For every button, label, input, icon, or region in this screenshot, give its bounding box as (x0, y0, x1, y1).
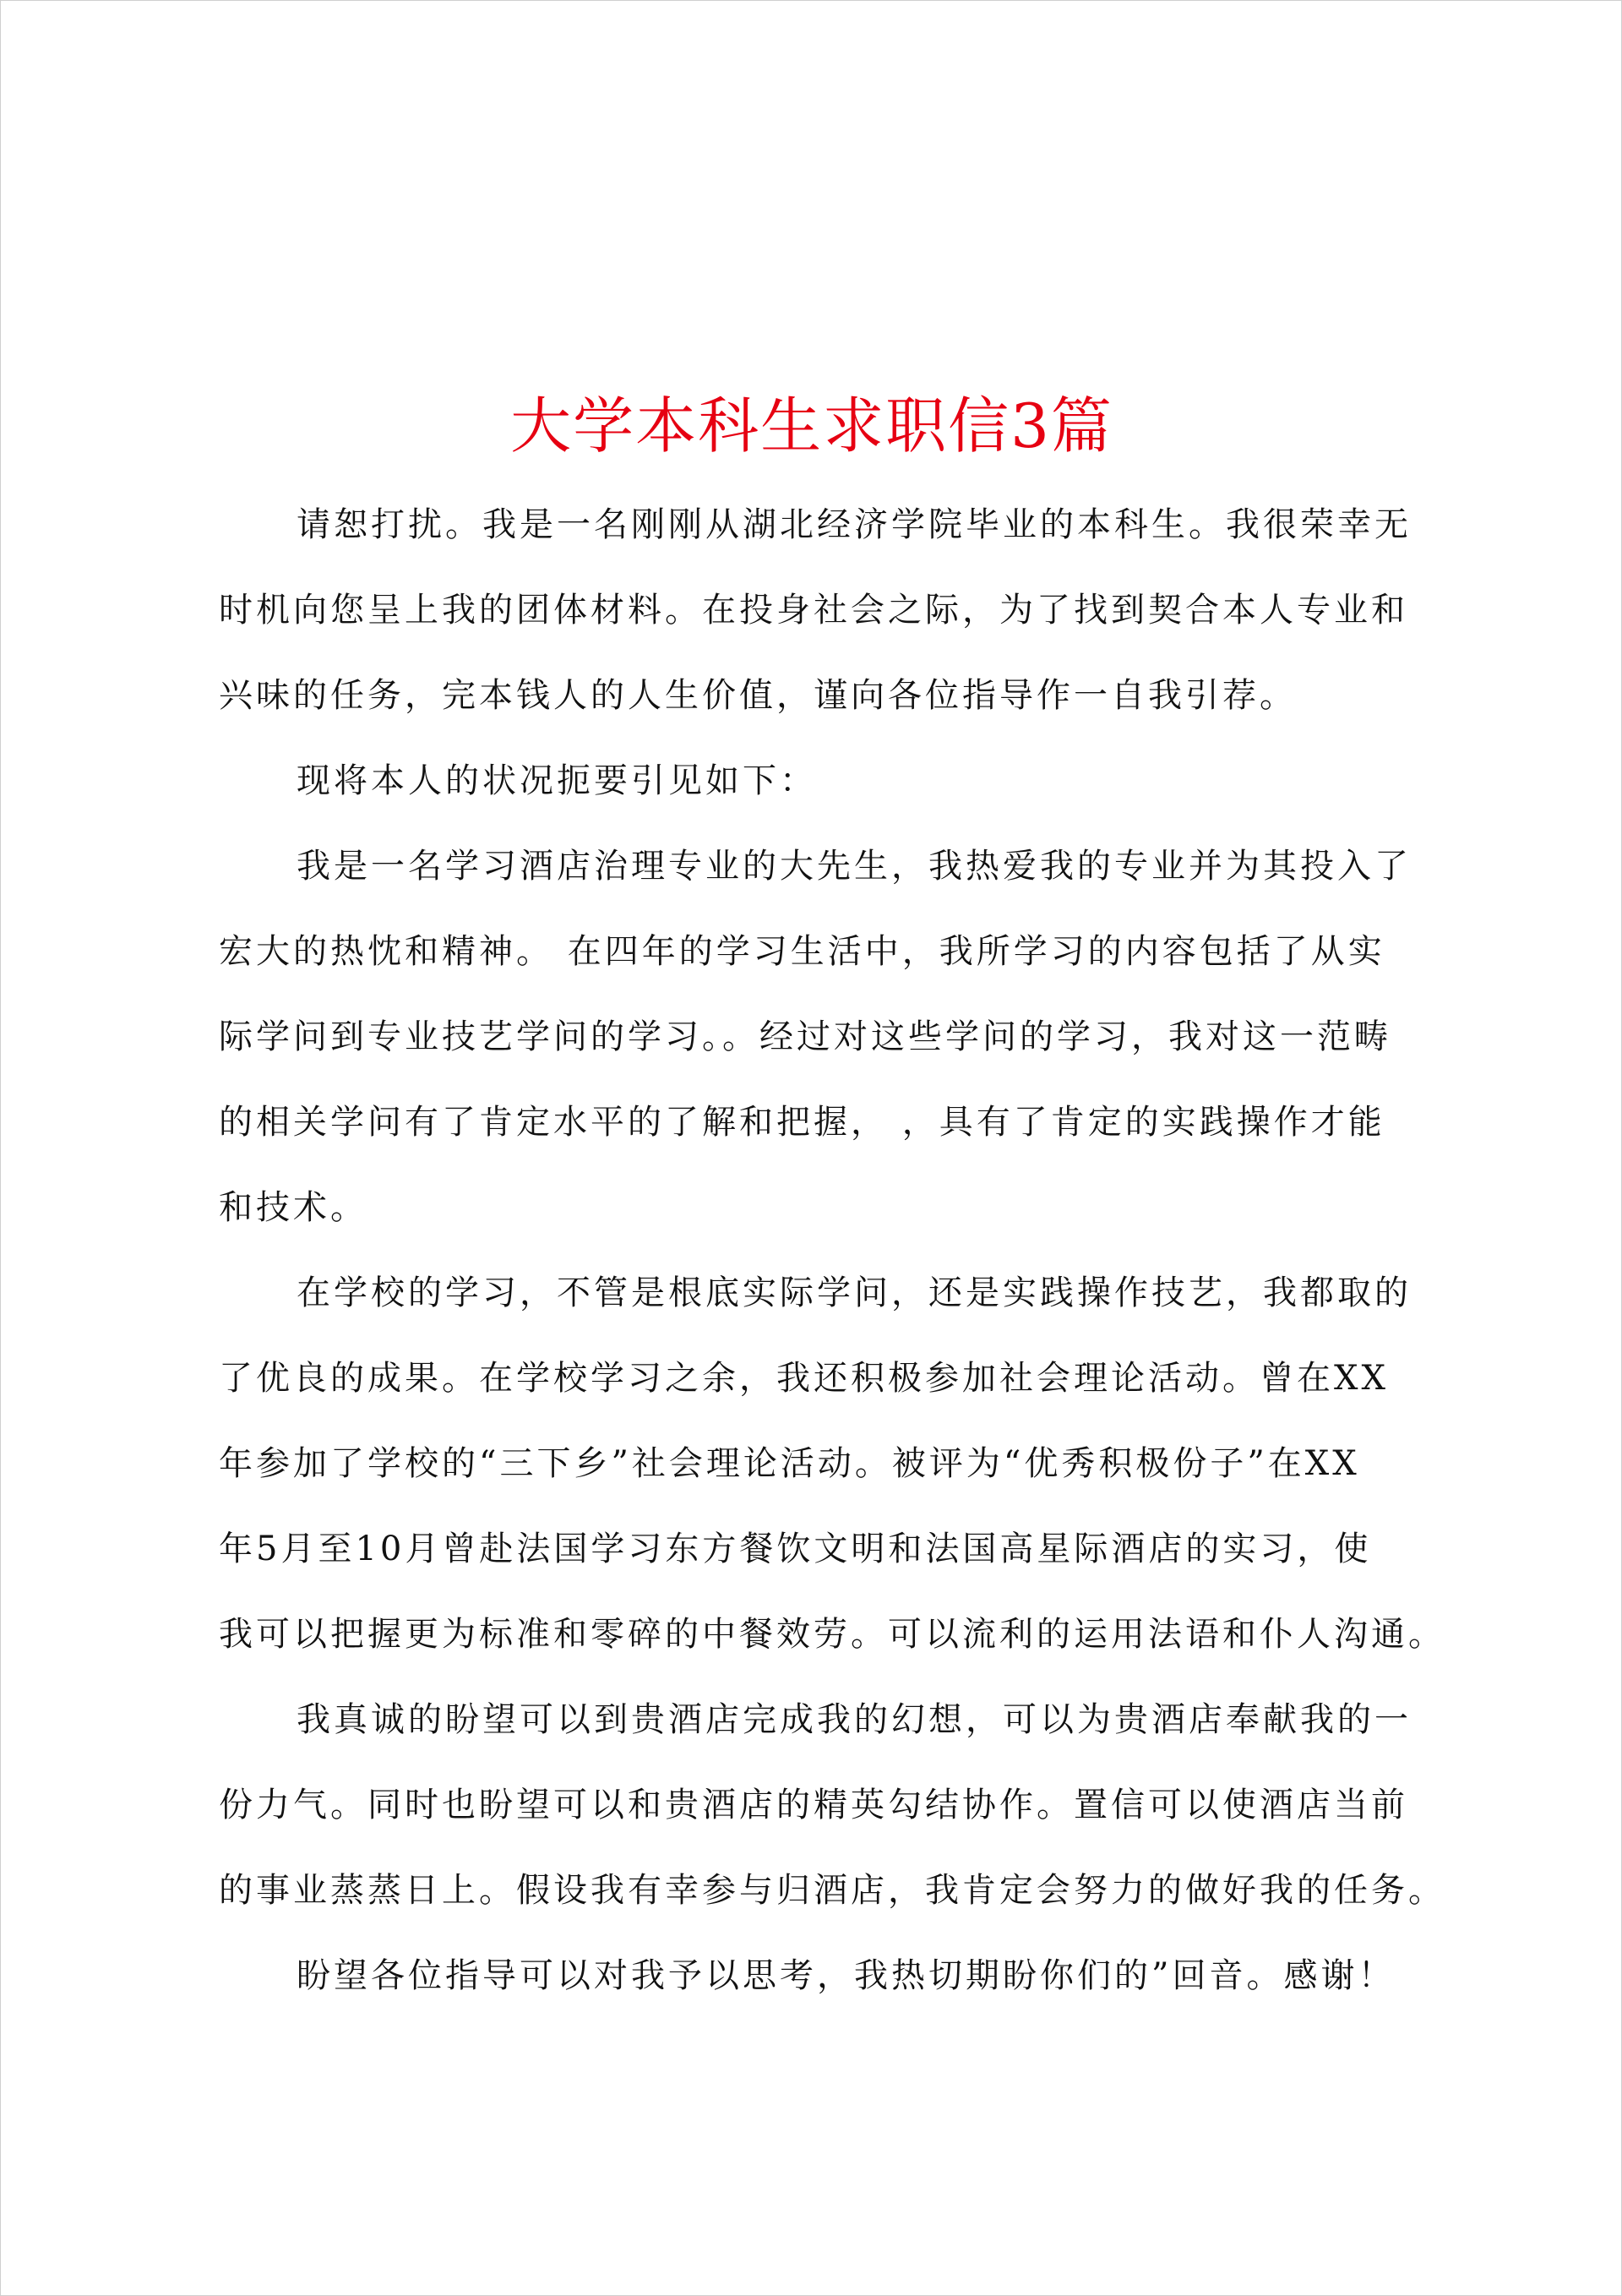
body-line: 盼望各位指导可以对我予以思考，我热切期盼你们的”回音。感谢！ (297, 1956, 1396, 1995)
body-line: 际学问到专业技艺学问的学习。。经过对这些学问的学习，我对这一范畴 (219, 1017, 1391, 1056)
body-line: 年参加了学校的“三下乡”社会理论活动。被评为“优秀积极份子”在XX (219, 1444, 1360, 1483)
body-line: 现将本人的状况扼要引见如下： (297, 761, 817, 800)
body-line: 在学校的学习，不管是根底实际学问，还是实践操作技艺，我都取的 (297, 1273, 1412, 1312)
body-line: 和技术。 (219, 1188, 367, 1227)
body-line: 份力气。同时也盼望可以和贵酒店的精英勾结协作。置信可以使酒店当前 (219, 1786, 1408, 1824)
body-line: 宏大的热忱和精神。 在四年的学习生活中，我所学习的内容包括了从实 (219, 932, 1385, 971)
body-line: 我可以把握更为标准和零碎的中餐效劳。可以流利的运用法语和仆人沟通。 (219, 1615, 1445, 1654)
letter-body (219, 483, 1445, 2019)
document-title: 大学本科生求职信3篇 (510, 390, 1113, 462)
body-line: 请恕打扰。我是一名刚刚从湖北经济学院毕业的本科生。我很荣幸无 (297, 505, 1412, 544)
body-line: 的事业蒸蒸日上。假设我有幸参与归酒店，我肯定会努力的做好我的任务。 (219, 1871, 1445, 1910)
body-line: 我是一名学习酒店治理专业的大先生，我热爱我的专业并为其投入了 (297, 847, 1412, 886)
body-line: 了优良的成果。在学校学习之余，我还积极参加社会理论活动。曾在XX (219, 1359, 1389, 1398)
body-line: 的相关学问有了肯定水平的了解和把握， ，具有了肯定的实践操作才能 (219, 1103, 1385, 1142)
body-line: 我真诚的盼望可以到贵酒店完成我的幻想，可以为贵酒店奉献我的一 (297, 1700, 1412, 1739)
body-line: 兴味的任务，完本钱人的人生价值，谨向各位指导作一自我引荐。 (219, 676, 1297, 715)
body-line: 年5月至10月曾赴法国学习东方餐饮文明和法国高星际酒店的实习，使 (219, 1530, 1372, 1568)
body-line: 时机向您呈上我的团体材料。在投身社会之际，为了找到契合本人专业和 (219, 591, 1408, 630)
